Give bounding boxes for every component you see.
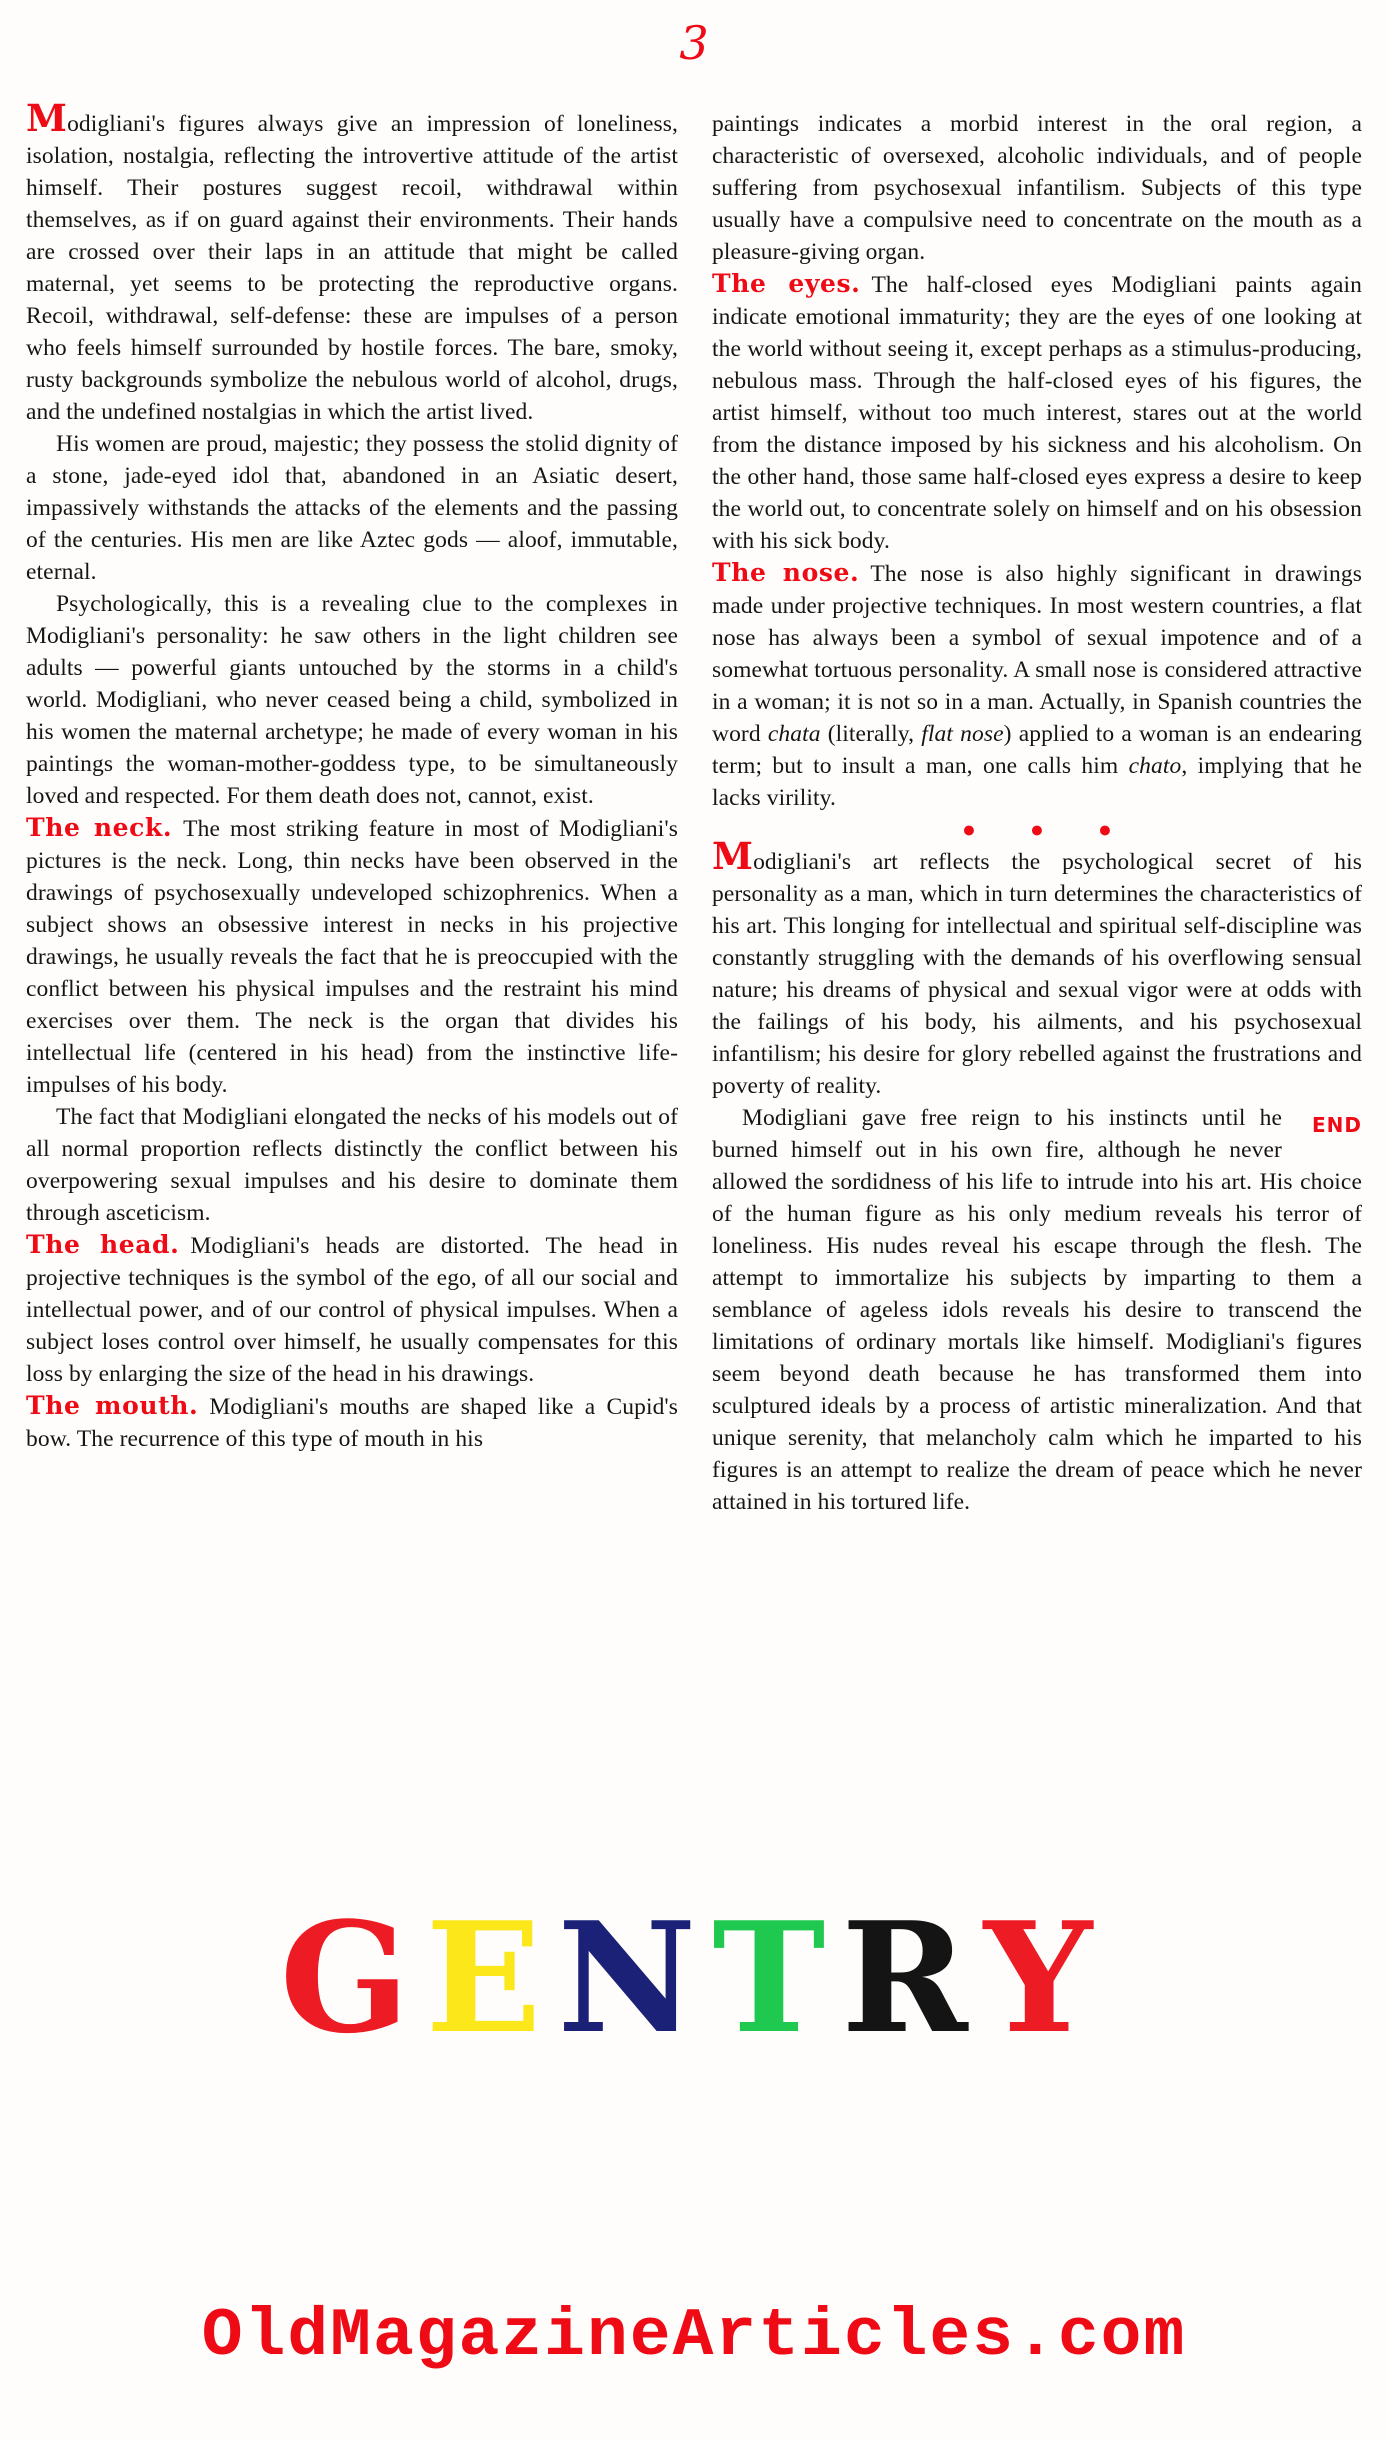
paragraph-mouth	[26, 1390, 678, 1455]
separator-dot: ●	[1030, 817, 1044, 842]
paragraph-mouth-continued	[712, 108, 1362, 268]
section-heading-mouth: The mouth.	[26, 1391, 199, 1420]
logo-letter-t: T	[712, 1888, 842, 2067]
end-label: END	[1311, 1113, 1362, 1137]
logo-letter-g: G	[279, 1888, 426, 2067]
paragraph-intro	[26, 96, 678, 428]
logo-letter-y: Y	[983, 1888, 1109, 2067]
paragraph-text: Modigliani's mouths are shaped like a Cupid's bow. The recurrence of this type of mouth in his	[26, 1394, 678, 1452]
right-column	[712, 108, 1362, 1518]
paragraph-text: paintings indicates a morbid interest in the oral region, a characteristic of oversexed, alcoholic individuals, and of people suffering from psychosexual infantilism. Subjects of this type usually have a compulsive need to concentrate on the mouth as a pleasure-giving organ.	[712, 111, 1362, 265]
paragraph-text: The half-closed eyes Modigliani paints again indicate emotional immaturity; they are the eyes of one looking at the world without seeing it, except perhaps as a stimulus-producing, nebulous mass. Through the half-closed eyes of his figures, the artist himself, without too much interest, stares out at the world from the distance imposed by his sickness and his alcoholism. On the other hand, those same half-closed eyes express a desire to keep the world out, to concentrate solely on himself and on his obsession with his sick body.	[712, 272, 1362, 554]
paragraph-conclusion	[712, 1102, 1362, 1518]
paragraph-text: odigliani's art reflects the psychological secret of his personality as a man, which in turn determines the characteristics of his art. This longing for intellectual and spiritual self-discipline was constantly struggling with the demands of his overflowing sensual nature; his dreams of physical and sexual vigor were at odds with the failings of his body, his ailments, and his psychosexual infantilism; his desire for glory rebelled against the frustrations and poverty of reality.	[712, 849, 1362, 1099]
separator-dot: ●	[962, 817, 976, 842]
paragraph-text: The nose is also highly significant in drawings made under projective techniques. In most western countries, a flat nose has always been a symbol of sexual impotence and of a somewhat tortuous personality. A small nose is considered attractive in a woman; it is not so in a man. Actually, in Spanish countries the word	[712, 561, 1362, 747]
paragraph-text: odigliani's figures always give an impression of loneliness, isolation, nostalgia, reflecting the introvertive attitude of the artist himself. Their postures suggest recoil, withdrawal within themselves, as if on guard against their environments. Their hands are crossed over their laps in an attitude that might be called maternal, yet seems to be protecting the reproductive organs. Recoil, withdrawal, self-defense: these are impulses of a person who feels himself surrounded by hostile forces. The bare, smoky, rusty backgrounds symbolize the nebulous world of alcohol, drugs, and the undefined nostalgias in which the artist lived.	[26, 111, 678, 425]
page-number: 3	[679, 16, 709, 70]
section-heading-head: The head.	[26, 1230, 180, 1259]
paragraph-neck	[26, 812, 678, 1101]
drop-cap-m: M	[712, 834, 754, 878]
paragraph-psychology	[26, 588, 678, 812]
paragraph-eyes	[712, 268, 1362, 557]
paragraph-text: His women are proud, majestic; they possess the stolid dignity of a stone, jade-eyed idol that, abandoned in an Asiatic desert, impassively withstands the attacks of the elements and the passing of the centuries. His men are like Aztec gods — aloof, immutable, eternal.	[26, 431, 678, 585]
paragraph-art-secret	[712, 834, 1362, 1102]
left-column	[26, 96, 678, 1455]
paragraph-elongated-necks	[26, 1101, 678, 1229]
italic-term-chato: chato	[1128, 753, 1182, 779]
logo-letter-r: R	[841, 1888, 984, 2067]
paragraph-text: The fact that Modigliani elongated the necks of his models out of all normal proportion reflects distinctly the conflict between his overpowering sexual impulses and his desire to dominate them through asceticism.	[26, 1104, 678, 1226]
paragraph-text: (literally,	[820, 721, 922, 747]
paragraph-text: Psychologically, this is a revealing clue to the complexes in Modigliani's personality: he saw others in the light children see adults — powerful giants untouched by the storms in a child's world. Modigliani, who never ceased being a child, symbolized in his women the maternal archetype; he made of every woman in his paintings the woman-mother-goddess type, to be simultaneously loved and respected. For them death does not, cannot, exist.	[26, 591, 678, 809]
logo-letter-n: N	[557, 1888, 713, 2067]
separator-dots	[712, 814, 1362, 846]
section-heading-neck: The neck.	[26, 813, 173, 842]
section-heading-eyes: The eyes.	[712, 269, 861, 298]
paragraph-nose	[712, 557, 1362, 814]
separator-dot: ●	[1098, 817, 1112, 842]
italic-term-chata: chata	[767, 721, 821, 747]
paragraph-text: , implying that he lacks virility.	[712, 753, 1362, 811]
paragraph-text: ) applied to a woman is an endearing term; but to insult a man, one calls him	[712, 721, 1362, 779]
paragraph-women	[26, 428, 678, 588]
footer-site: OldMagazineArticles.com	[201, 2298, 1187, 2375]
paragraph-text: Modigliani gave free reign to his instincts until he burned himself out in his own fire, although he never allowed the sordidness of his life to intrude into his art. His choice of the human figure as his only medium reveals his terror of loneliness. His nudes reveal his escape through the flesh. The attempt to immortalize his subjects by imparting to them a semblance of ageless idols reveals his desire to transcend the limitations of ordinary mortals like himself. Modigliani's figures seem beyond death because he has transformed them into sculptured ideals by a process of artistic mineralization. And that unique serenity, that melancholy calm which he imparted to his figures is an attempt to realize the dream of peace which he never attained in his tortured life.	[712, 1105, 1362, 1515]
paragraph-head	[26, 1229, 678, 1390]
paragraph-text: Modigliani's heads are distorted. The head in projective techniques is the symbol of the ego, of all our social and intellectual power, and of our control of physical impulses. When a subject loses control over himself, he usually compensates for this loss by enlarging the size of the head in his drawings.	[26, 1233, 678, 1387]
section-heading-nose: The nose.	[712, 558, 860, 587]
gentry-logo	[0, 1888, 1388, 2067]
logo-letter-e: E	[425, 1888, 558, 2067]
italic-term-flat-nose: flat nose	[921, 721, 1004, 747]
paragraph-text: The most striking feature in most of Modigliani's pictures is the neck. Long, thin necks have been observed in the drawings of psychosexually undeveloped schizophrenics. When a subject shows an obsessive interest in necks in his projective drawings, he usually reveals the fact that he is preoccupied with the conflict between his physical impulses and the restraint his mind exercises over them. The neck is the organ that divides his intellectual life (centered in his head) from the instinctive life-impulses of his body.	[26, 816, 678, 1098]
drop-cap-m: M	[26, 96, 68, 140]
